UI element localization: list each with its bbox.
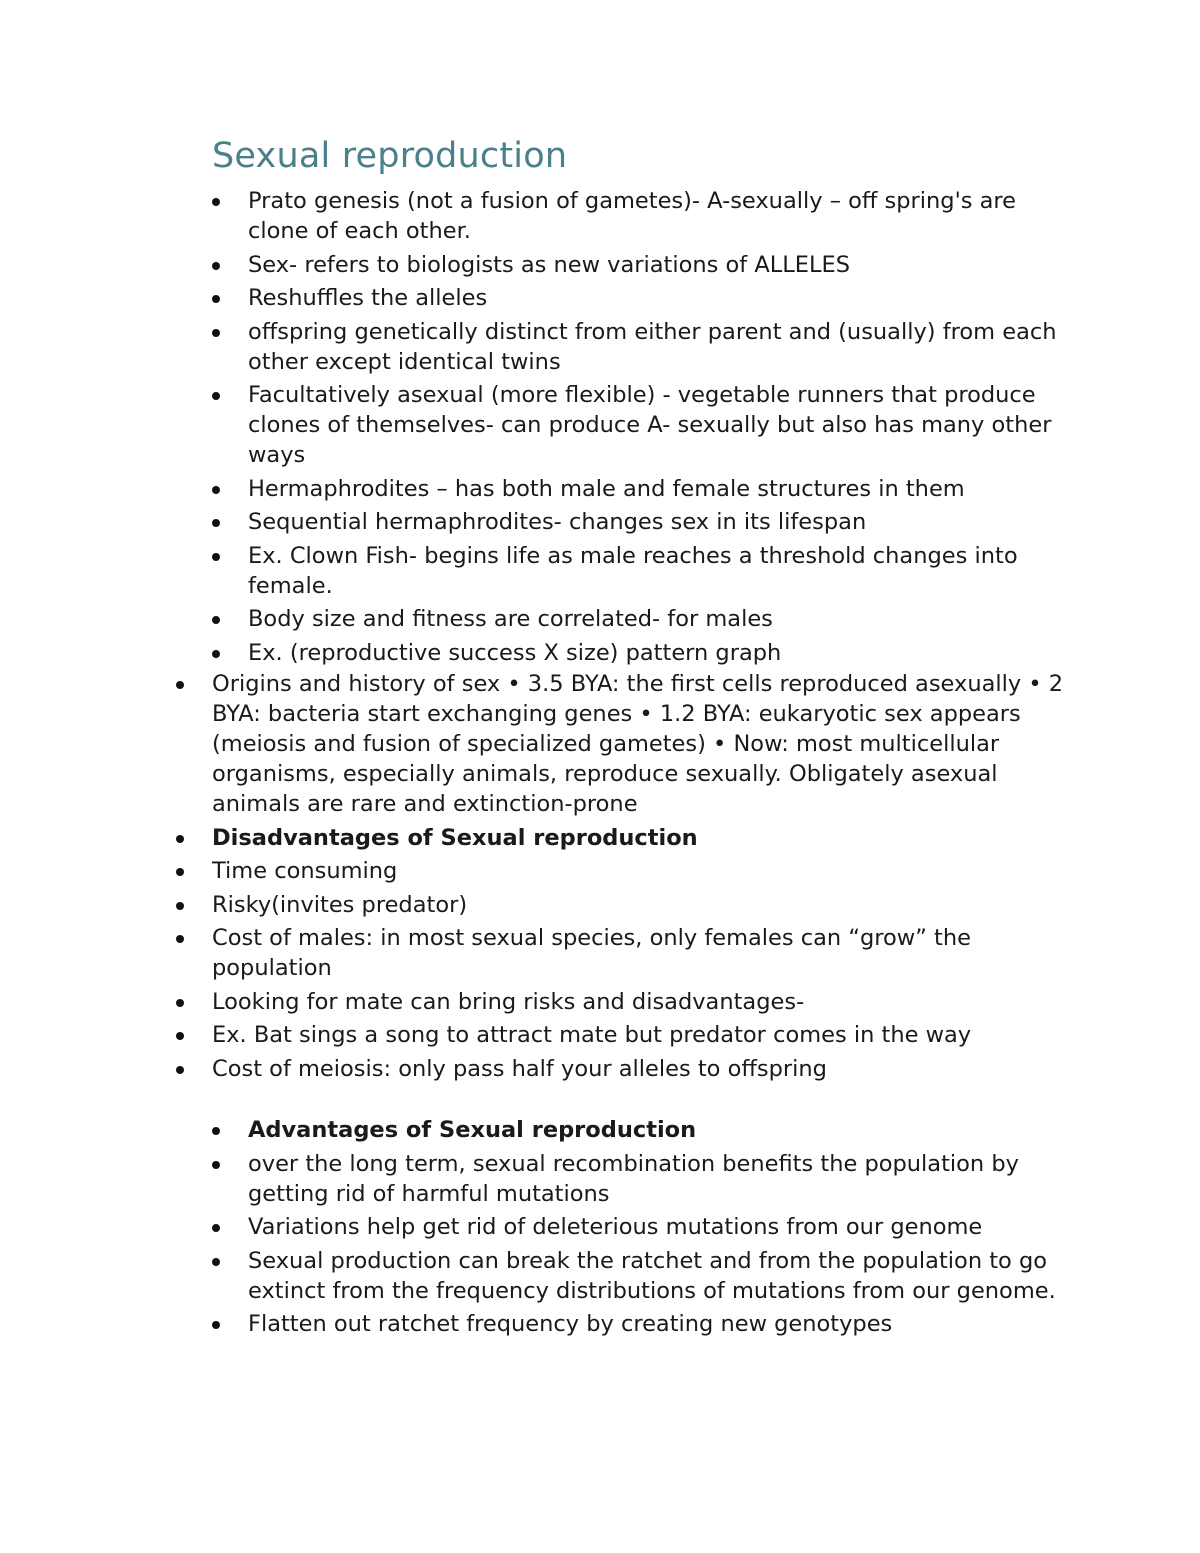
bullet-list-origins-disadvantages (176, 669, 1071, 1087)
page-title: Sexual reproduction (212, 136, 568, 176)
section-heading-advantages: Advantages of Sexual reproduction (212, 1115, 1072, 1145)
list-item: Risky(invites predator) (176, 890, 1071, 920)
list-item: Facultatively asexual (more flexible) - vegetable runners that produce clones of themselves- can produce A- sexually but also has many other ways (212, 380, 1072, 470)
list-item: Flatten out ratchet frequency by creating new genotypes (212, 1309, 1072, 1339)
list-item: Ex. Bat sings a song to attract mate but predator comes in the way (176, 1020, 1071, 1050)
list-item: Ex. (reproductive success X size) pattern graph (212, 638, 1072, 668)
list-item: Sex- refers to biologists as new variations of ALLELES (212, 250, 1072, 280)
list-item: Sequential hermaphrodites- changes sex in its lifespan (212, 507, 1072, 537)
list-item: Hermaphrodites – has both male and female structures in them (212, 474, 1072, 504)
bullet-list-advantages (212, 1115, 1072, 1343)
list-item: Cost of males: in most sexual species, only females can “grow” the population (176, 923, 1071, 983)
list-item: Ex. Clown Fish- begins life as male reaches a threshold changes into female. (212, 541, 1072, 601)
list-item: Origins and history of sex • 3.5 BYA: the first cells reproduced asexually • 2 BYA: bacteria start exchanging genes • 1.2 BYA: eukaryotic sex appears (meiosis and fusion of specialized gametes) • Now: most multicellular organisms, especially animals, reproduce sexually. Obligately asexual animals are rare and extinction-prone (176, 669, 1071, 819)
list-item: Time consuming (176, 856, 1071, 886)
list-item: over the long term, sexual recombination benefits the population by getting rid of harmful mutations (212, 1149, 1072, 1209)
list-item: Cost of meiosis: only pass half your alleles to offspring (176, 1054, 1071, 1084)
list-item: Prato genesis (not a fusion of gametes)- A-sexually – off spring's are clone of each other. (212, 186, 1072, 246)
list-item: Reshuffles the alleles (212, 283, 1072, 313)
list-item: Variations help get rid of deleterious mutations from our genome (212, 1212, 1072, 1242)
list-item: Sexual production can break the ratchet and from the population to go extinct from the frequency distributions of mutations from our genome. (212, 1246, 1072, 1306)
section-heading-disadvantages: Disadvantages of Sexual reproduction (176, 823, 1071, 853)
list-item: Body size and fitness are correlated- for males (212, 604, 1072, 634)
list-item: offspring genetically distinct from either parent and (usually) from each other except identical twins (212, 317, 1072, 377)
list-item: Looking for mate can bring risks and disadvantages- (176, 987, 1071, 1017)
bullet-list-sexual-reproduction (212, 186, 1072, 671)
